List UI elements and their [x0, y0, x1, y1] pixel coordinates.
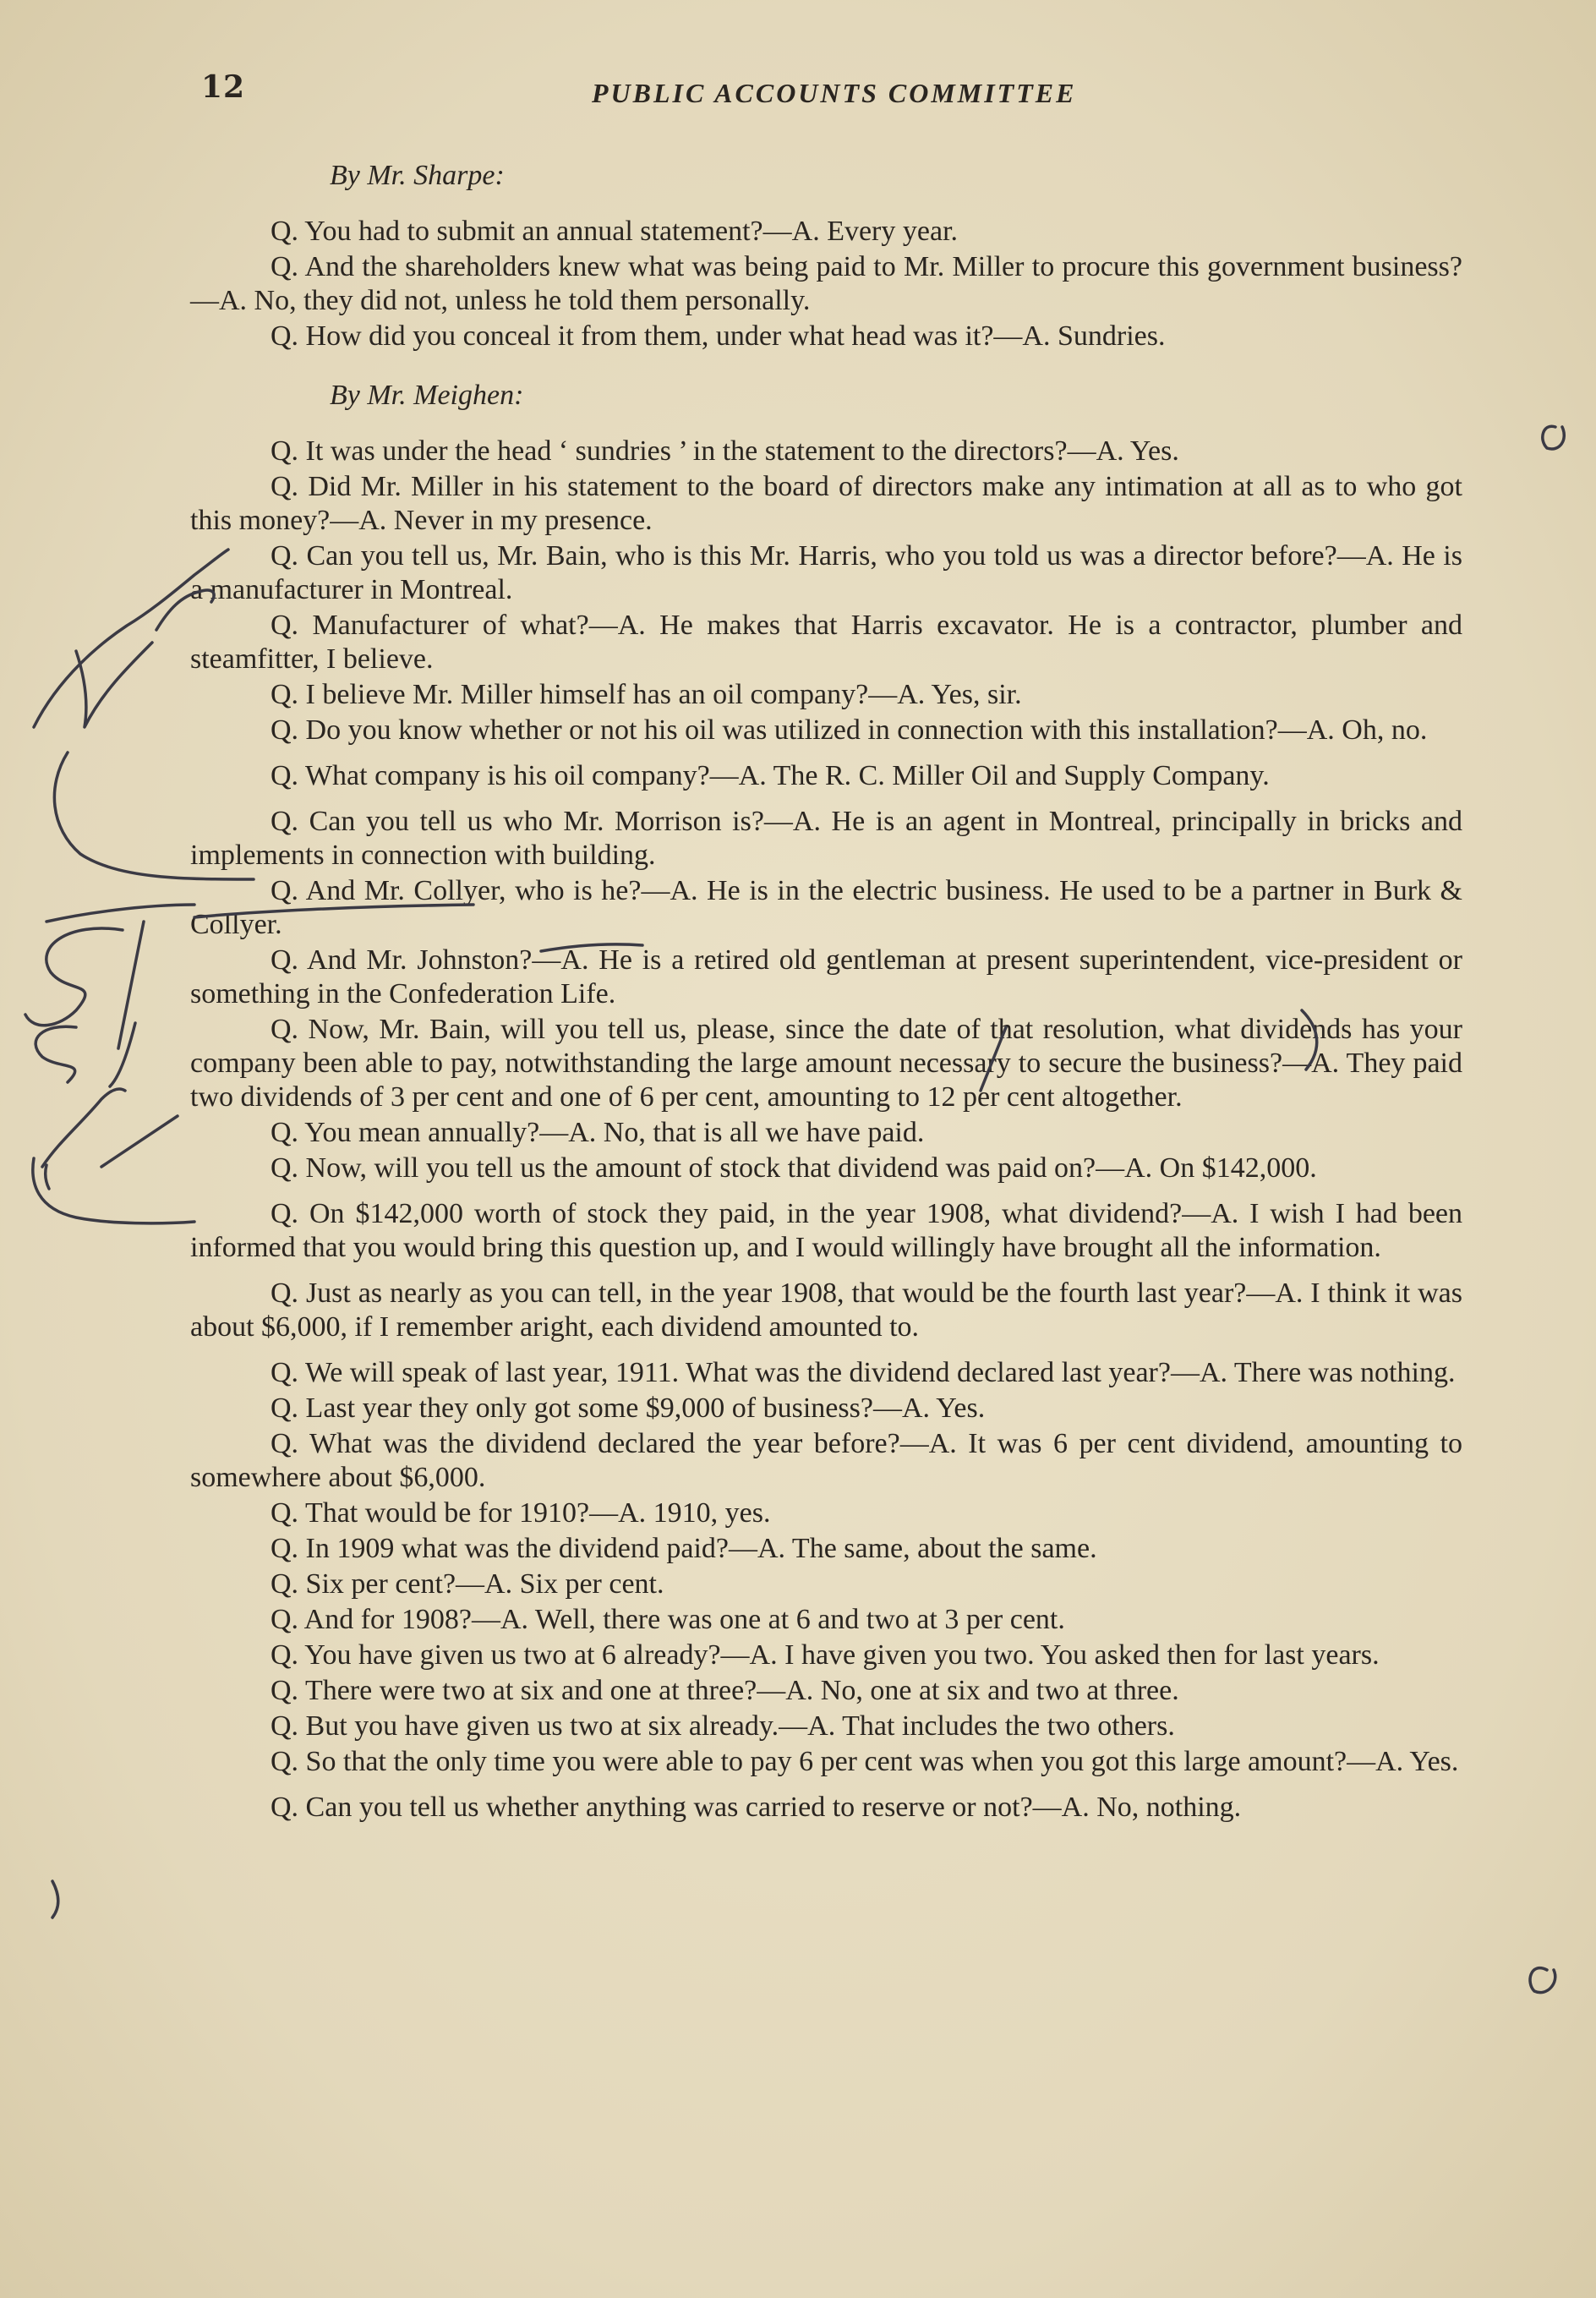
qa-paragraph: Q. So that the only time you were able to pay 6 per cent was when you got this large amount?—A. Yes. [271, 1746, 1459, 1777]
margin-scrawl-mark [76, 643, 152, 727]
page-number: 12 [201, 69, 246, 105]
qa-paragraph: Q. And Mr. Johnston?—A. He is a retired old gentleman at present superintendent, vice-president or something in the Confederation Life. [190, 944, 1462, 1009]
qa-paragraph: Q. You had to submit an annual statement?—A. Every year. [271, 216, 959, 247]
qa-paragraph: Q. How did you conceal it from them, under what head was it?—A. Sundries. [271, 320, 1166, 352]
qa-paragraph: Q. Now, Mr. Bain, will you tell us, please, since the date of that resolution, what dividends has your company been able to pay, notwithstanding the large amount necessary to secure the business?—A. They paid two dividends of 3 per cent and one of 6 per cent, amounting to 12 per cent altogether. [190, 1014, 1462, 1113]
margin-scrawl-mark [42, 1089, 125, 1167]
margin-tick-mark [46, 1165, 49, 1189]
qa-paragraph: Q. Last year they only got some $9,000 of business?—A. Yes. [271, 1392, 986, 1424]
margin-scrawl-mark [25, 928, 123, 1026]
qa-paragraph: Q. Can you tell us whether anything was carried to reserve or not?—A. No, nothing. [271, 1792, 1242, 1823]
qa-paragraph: Q. In 1909 what was the dividend paid?—A. The same, about the same. [271, 1533, 1097, 1564]
qa-paragraph: Q. Just as nearly as you can tell, in the year 1908, that would be the fourth last year?—A. I think it was about $6,000, if I remember aright, each dividend amounted to. [190, 1278, 1462, 1343]
margin-scrawl-mark [101, 1116, 178, 1167]
qa-paragraph: Q. We will speak of last year, 1911. What was the dividend declared last year?—A. There was nothing. [271, 1357, 1456, 1388]
qa-paragraph: Q. Manufacturer of what?—A. He makes that Harris excavator. He is a contractor, plumber and steamfitter, I believe. [190, 610, 1462, 675]
qa-paragraph: Q. Now, will you tell us the amount of stock that dividend was paid on?—A. On $142,000. [271, 1152, 1317, 1184]
qa-paragraph: Q. Can you tell us, Mr. Bain, who is this Mr. Harris, who you told us was a director before?—A. He is a manufacturer in Montreal. [190, 540, 1462, 605]
margin-scrawl-mark [110, 1023, 135, 1086]
qa-paragraph: Q. You mean annually?—A. No, that is all we have paid. [271, 1117, 925, 1148]
qa-paragraph: Q. I believe Mr. Miller himself has an oil company?—A. Yes, sir. [271, 679, 1022, 710]
speaker-heading: By Mr. Meighen: [330, 380, 524, 411]
margin-scrawl-mark [36, 1026, 76, 1082]
qa-paragraph: Q. What was the dividend declared the year before?—A. It was 6 per cent dividend, amounting to somewhere about $6,000. [190, 1428, 1462, 1493]
qa-paragraph: Q. You have given us two at 6 already?—A. I have given you two. You asked then for last years. [271, 1639, 1380, 1671]
qa-paragraph: Q. Do you know whether or not his oil was utilized in connection with this installation?—A. Oh, no. [271, 714, 1428, 746]
speaker-heading: By Mr. Sharpe: [330, 160, 505, 191]
qa-paragraph: Q. And Mr. Collyer, who is he?—A. He is in the electric business. He used to be a partner in Burk & Collyer. [190, 875, 1462, 940]
transcript-body [190, 159, 1462, 1826]
margin-circle-mark [1530, 1968, 1555, 1993]
running-head: PUBLIC ACCOUNTS COMMITTEE [592, 78, 1077, 108]
margin-scrawl-mark [118, 922, 144, 1048]
qa-paragraph: Q. Six per cent?—A. Six per cent. [271, 1568, 664, 1600]
margin-bracket-mark [33, 1158, 194, 1223]
margin-circle-mark [1543, 426, 1564, 449]
qa-paragraph: Q. And for 1908?—A. Well, there was one at 6 and two at 3 per cent. [271, 1604, 1065, 1635]
qa-paragraph: Q. Did Mr. Miller in his statement to the board of directors make any intimation at all as to who got this money?—A. Never in my presence. [190, 471, 1462, 536]
qa-paragraph: Q. But you have given us two at six already.—A. That includes the two others. [271, 1710, 1175, 1742]
margin-tick-mark [52, 1881, 58, 1918]
qa-paragraph: Q. There were two at six and one at three?—A. No, one at six and two at three. [271, 1675, 1179, 1706]
qa-paragraph: Q. And the shareholders knew what was being paid to Mr. Miller to procure this government business?—A. No, they did not, unless he told them personally. [190, 251, 1462, 316]
qa-paragraph: Q. Can you tell us who Mr. Morrison is?—A. He is an agent in Montreal, principally in bricks and implements in connection with building. [190, 806, 1462, 871]
qa-paragraph: Q. What company is his oil company?—A. The R. C. Miller Oil and Supply Company. [271, 760, 1270, 791]
qa-paragraph: Q. It was under the head ‘ sundries ’ in the statement to the directors?—A. Yes. [271, 435, 1179, 467]
qa-paragraph: Q. On $142,000 worth of stock they paid, in the year 1908, what dividend?—A. I wish I had been informed that you would bring this question up, and I would willingly have brought all the information. [190, 1198, 1462, 1263]
margin-bracket-mark [46, 905, 194, 922]
qa-paragraph: Q. That would be for 1910?—A. 1910, yes. [271, 1497, 771, 1529]
